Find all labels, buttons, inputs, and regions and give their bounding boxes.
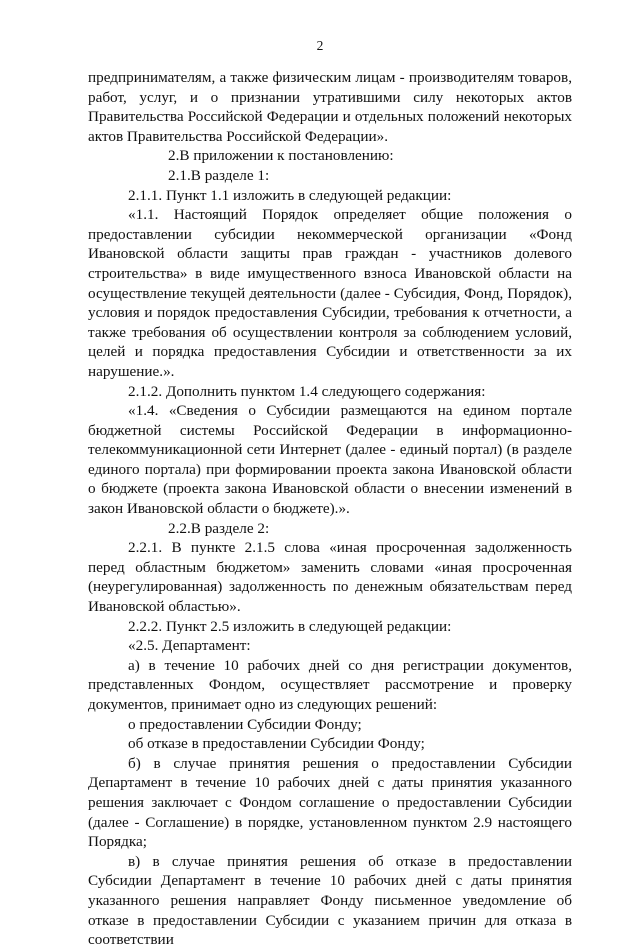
paragraph <box>88 734 572 754</box>
paragraph <box>88 715 572 735</box>
paragraph-text: «1.4. «Сведения о Субсидии размещаются на едином портале бюджетной системы Российской Федерации в информационно-телекоммуникационной сети Интернет (далее - единый портал) (в разделе единого портала) при формировании проекта закона Ивановской области о бюджете (проекта закона Ивановской области о внесении изменений в закон Ивановской области о бюджете).». <box>88 402 572 518</box>
paragraph <box>88 166 572 186</box>
paragraph <box>88 186 572 206</box>
paragraph-text: В разделе 2: <box>190 519 270 537</box>
paragraph-number: 2. <box>168 147 180 165</box>
paragraph <box>88 519 572 539</box>
paragraph <box>88 656 572 715</box>
page-number: 2 <box>316 38 324 53</box>
paragraph-text: в) в случае принятия решения об отказе в предоставлении Субсидии Департамент в течение 10 рабочих дней с даты принятия указанного решения направляет Фонду письменное уведомление об отказе в предоставлении Субсидии с указанием причин для отказа в соответствии <box>88 852 572 949</box>
paragraph <box>88 68 572 146</box>
document-body <box>88 68 572 950</box>
paragraph-text: В приложении к постановлению: <box>179 147 394 165</box>
paragraph-text: 2.1.1. Пункт 1.1 изложить в следующей редакции: <box>128 186 452 204</box>
paragraph-text: «2.5. Департамент: <box>128 637 251 655</box>
paragraph-text: 2.1.2. Дополнить пунктом 1.4 следующего содержания: <box>128 382 486 400</box>
paragraph <box>88 754 572 852</box>
paragraph-text: а) в течение 10 рабочих дней со дня регистрации документов, представленных Фондом, осуществляет рассмотрение и проверку документов, принимает одно из следующих решений: <box>88 656 572 713</box>
paragraph-text: о предоставлении Субсидии Фонду; <box>128 715 362 733</box>
paragraph <box>88 205 572 381</box>
paragraph-number: 2.1. <box>168 166 191 184</box>
paragraph-text: об отказе в предоставлении Субсидии Фонду; <box>128 735 425 753</box>
paragraph-text: б) в случае принятия решения о предоставлении Субсидии Департамент в течение 10 рабочих дней с даты принятия указанного решения заключает с Фондом соглашение о предоставлении Субсидии (далее - Соглашение) в порядке, установленном пунктом 2.9 настоящего Порядка; <box>88 754 572 851</box>
paragraph <box>88 401 572 519</box>
paragraph <box>88 852 572 950</box>
paragraph-text: 2.2.2. Пункт 2.5 изложить в следующей редакции: <box>128 617 452 635</box>
paragraph-text: 2.2.1. В пункте 2.1.5 слова «иная просроченная задолженность перед областным бюджетом» заменить словами «иная просроченная (неурегулированная) задолженность по денежным обязательствам перед Ивановской областью». <box>88 539 572 616</box>
paragraph-text: предпринимателям, а также физическим лицам - производителям товаров, работ, услуг, и о признании утратившими силу некоторых актов Правительства Российской Федерации и отдельных положений некоторых актов Правительства Российской Федерации». <box>88 69 572 145</box>
paragraph <box>88 636 572 656</box>
paragraph <box>88 617 572 637</box>
paragraph-text: В разделе 1: <box>190 166 270 184</box>
paragraph <box>88 538 572 616</box>
paragraph-text: «1.1. Настоящий Порядок определяет общие положения о предоставлении субсидии некоммерческой организации «Фонд Ивановской области защиты прав граждан - участников долевого строительства» в виде имущественного взноса Ивановской области на осуществление текущей деятельности (далее - Субсидия, Фонд, Порядок), условия и порядок предоставления Субсидии, требования к отчетности, а также требования об осуществлении контроля за соблюдением условий, целей и порядка предоставления Субсидии и ответственности за их нарушение.». <box>88 206 572 380</box>
paragraph <box>88 146 572 166</box>
paragraph <box>88 382 572 402</box>
paragraph-number: 2.2. <box>168 519 191 537</box>
